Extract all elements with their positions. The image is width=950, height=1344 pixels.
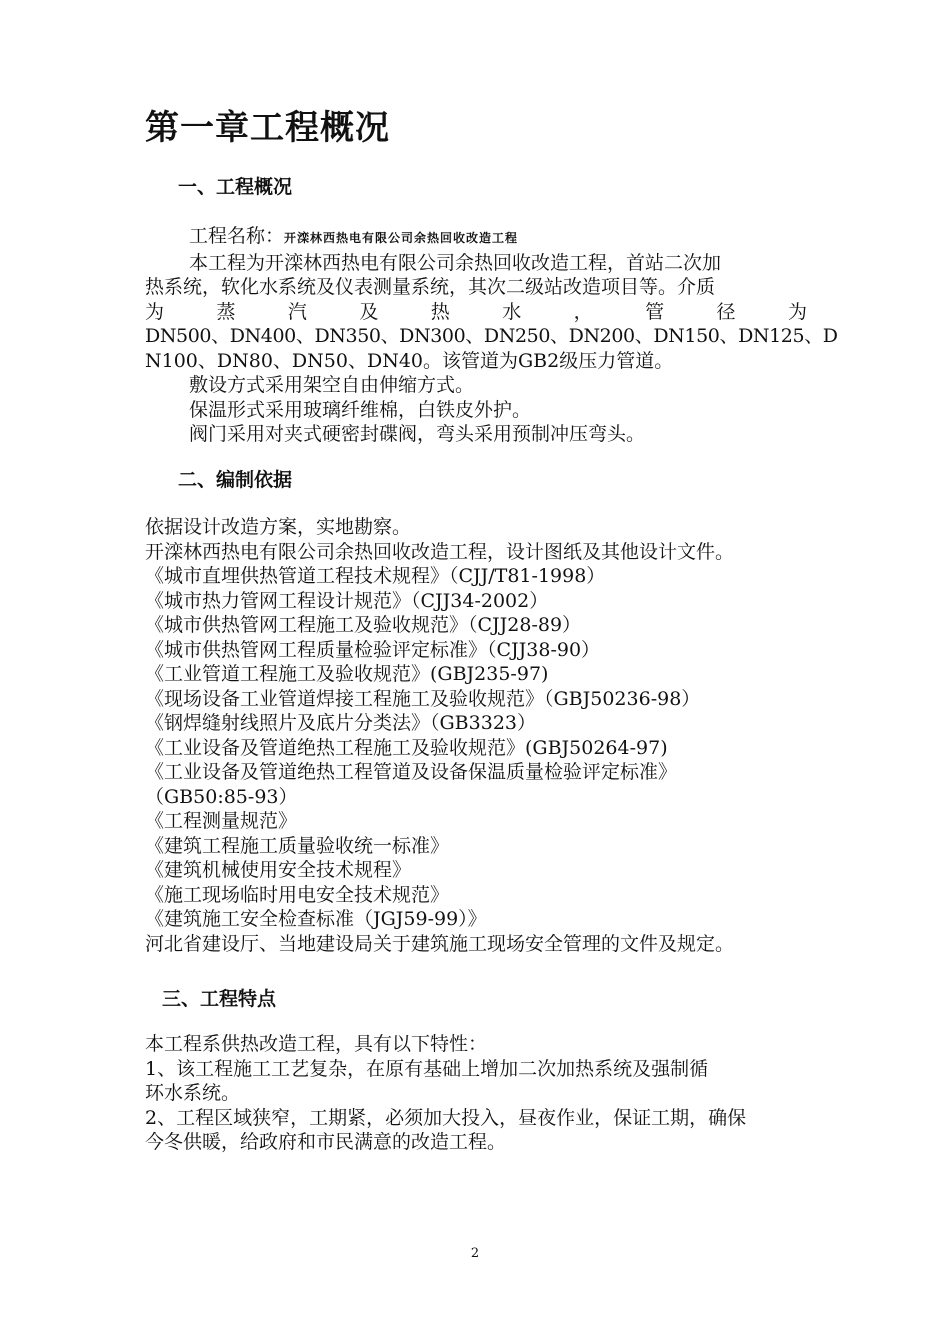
project-name-line <box>145 224 807 251</box>
feature-line: 2、工程区域狭窄，工期紧，必须加大投入，昼夜作业，保证工期，确保 <box>145 1106 747 1129</box>
standard-item: 《城市热力管网工程设计规范》（CJJ34-2002） <box>145 589 549 612</box>
section-features-body <box>145 1032 807 1155</box>
word: 蒸 <box>216 300 236 323</box>
standard-item: 《建筑工程施工质量验收统一标准》 <box>145 834 450 857</box>
paragraph-valves: 阀门采用对夹式硬密封碟阀，弯头采用预制冲压弯头。 <box>189 423 646 445</box>
paragraph-line: 本工程为开滦林西热电有限公司余热回收改造工程，首站二次加 <box>189 251 722 274</box>
standard-item: 《现场设备工业管道焊接工程施工及验收规范》（GBJ50236-98） <box>145 687 701 710</box>
word: 及 <box>359 300 379 323</box>
standard-item: 《工业设备及管道绝热工程施工及验收规范》(GBJ50264-97) <box>145 736 668 759</box>
feature-line: 环水系统。 <box>145 1082 241 1104</box>
page-number: 2 <box>470 1246 480 1261</box>
section-heading-basis: 二、编制依据 <box>178 469 293 491</box>
standard-item: 《建筑机械使用安全技术规程》 <box>145 859 412 881</box>
standard-item: 《施工现场临时用电安全技术规范》 <box>145 883 450 906</box>
feature-line: 本工程系供热改造工程，具有以下特性： <box>145 1033 488 1055</box>
project-name-value: 开滦林西热电有限公司余热回收改造工程 <box>284 231 519 245</box>
word: 热 <box>430 300 450 323</box>
paragraph-line: N100、DN80、DN50、DN40。该管道为GB2级压力管道。 <box>145 349 674 372</box>
section-heading-overview: 一、工程概况 <box>178 176 293 198</box>
paragraph-line-justified <box>145 300 807 325</box>
word: 为 <box>145 300 165 323</box>
standard-item: 《城市供热管网工程质量检验评定标准》（CJJ38-90） <box>145 638 601 661</box>
word: 管 <box>645 300 665 323</box>
standard-item: 《工程测量规范》 <box>145 810 298 832</box>
chapter-title: 第一章工程概况 <box>145 108 390 148</box>
basis-line: 河北省建设厅、当地建设局关于建筑施工现场安全管理的文件及规定。 <box>145 932 735 955</box>
standard-item: 《建筑施工安全检查标准（JGJ59-99）》 <box>145 908 487 930</box>
word: 水 <box>502 300 522 323</box>
standard-item: 《工业管道工程施工及验收规范》(GBJ235-97) <box>145 663 549 685</box>
word: ， <box>573 300 593 323</box>
section-basis-body <box>145 515 807 956</box>
standard-item: （GB50:85-93） <box>145 785 298 808</box>
standard-item: 《钢焊缝射线照片及底片分类法》（GB3323） <box>145 712 536 734</box>
project-name-label: 工程名称： <box>189 225 285 247</box>
paragraph-line: DN500、DN400、DN350、DN300、DN250、DN200、DN150、DN125、D <box>145 325 838 347</box>
standard-item: 《城市直埋供热管道工程技术规程》（CJJ/T81-1998） <box>145 565 606 587</box>
word: 径 <box>716 300 736 323</box>
basis-line: 依据设计改造方案，实地勘察。 <box>145 516 412 538</box>
feature-line: 1、该工程施工工艺复杂，在原有基础上增加二次加热系统及强制循 <box>145 1057 709 1080</box>
standard-item: 《工业设备及管道绝热工程管道及设备保温质量检验评定标准》 <box>145 761 678 783</box>
standard-item: 《城市供热管网工程施工及验收规范》（CJJ28-89） <box>145 614 582 636</box>
basis-line: 开滦林西热电有限公司余热回收改造工程，设计图纸及其他设计文件。 <box>145 540 735 563</box>
paragraph-line: 热系统，软化水系统及仪表测量系统，其次二级站改造项目等。介质 <box>145 276 716 298</box>
paragraph-laying: 敷设方式采用架空自由伸缩方式。 <box>189 374 475 396</box>
paragraph-insulation: 保温形式采用玻璃纤维棉，白铁皮外护。 <box>189 398 532 421</box>
word: 汽 <box>287 300 307 323</box>
section-overview-body <box>145 224 838 447</box>
feature-line: 今冬供暖，给政府和市民满意的改造工程。 <box>145 1131 507 1153</box>
section-heading-features: 三、工程特点 <box>162 988 277 1010</box>
word: 为 <box>787 300 807 323</box>
